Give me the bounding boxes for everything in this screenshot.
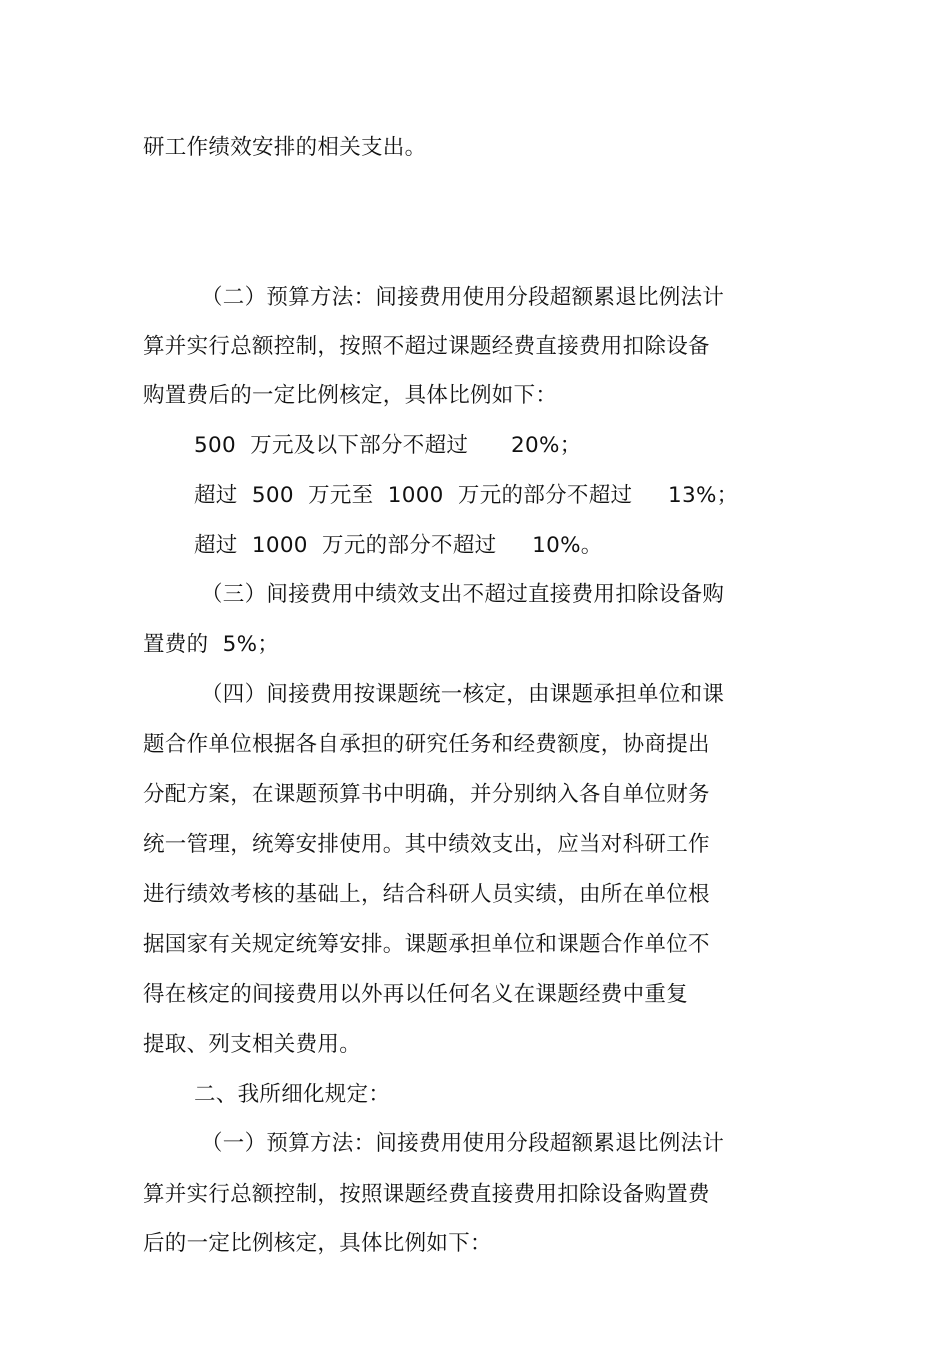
paragraph-line: 购置费后的一定比例核定，具体比例如下： (143, 383, 558, 408)
paragraph-line: 据国家有关规定统筹安排。课题承担单位和课题合作单位不 (143, 932, 710, 957)
paragraph-line: 研工作绩效安排的相关支出。 (143, 135, 427, 160)
paragraph-line: 后的一定比例核定，具体比例如下： (143, 1231, 492, 1256)
ratio-line: 超过 1000 万元的部分不超过 10%。 (194, 533, 603, 558)
paragraph-line: 算并实行总额控制，按照课题经费直接费用扣除设备购置费 (143, 1182, 710, 1207)
paragraph-line: 题合作单位根据各自承担的研究任务和经费额度，协商提出 (143, 732, 710, 757)
paragraph-line: 进行绩效考核的基础上，结合科研人员实绩，由所在单位根 (143, 882, 710, 907)
section-heading: 二、我所细化规定： (194, 1082, 391, 1107)
paragraph-line: （四）间接费用按课题统一核定，由课题承担单位和课 (201, 682, 725, 707)
paragraph-line: （一）预算方法：间接费用使用分段超额累退比例法计 (201, 1131, 725, 1156)
paragraph-line: 算并实行总额控制，按照不超过课题经费直接费用扣除设备 (143, 334, 710, 359)
paragraph-line: （二）预算方法：间接费用使用分段超额累退比例法计 (201, 285, 725, 310)
ratio-line: 500 万元及以下部分不超过 20%； (194, 433, 582, 458)
paragraph-line: （三）间接费用中绩效支出不超过直接费用扣除设备购 (201, 582, 725, 607)
paragraph-line: 统一管理，统筹安排使用。其中绩效支出，应当对科研工作 (143, 832, 710, 857)
ratio-line: 超过 500 万元至 1000 万元的部分不超过 13%； (194, 483, 739, 508)
paragraph-line: 提取、列支相关费用。 (143, 1032, 362, 1057)
paragraph-line: 分配方案，在课题预算书中明确，并分别纳入各自单位财务 (143, 782, 710, 807)
paragraph-line: 置费的 5%； (143, 632, 280, 657)
paragraph-line: 得在核定的间接费用以外再以任何名义在课题经费中重复 (143, 982, 689, 1007)
